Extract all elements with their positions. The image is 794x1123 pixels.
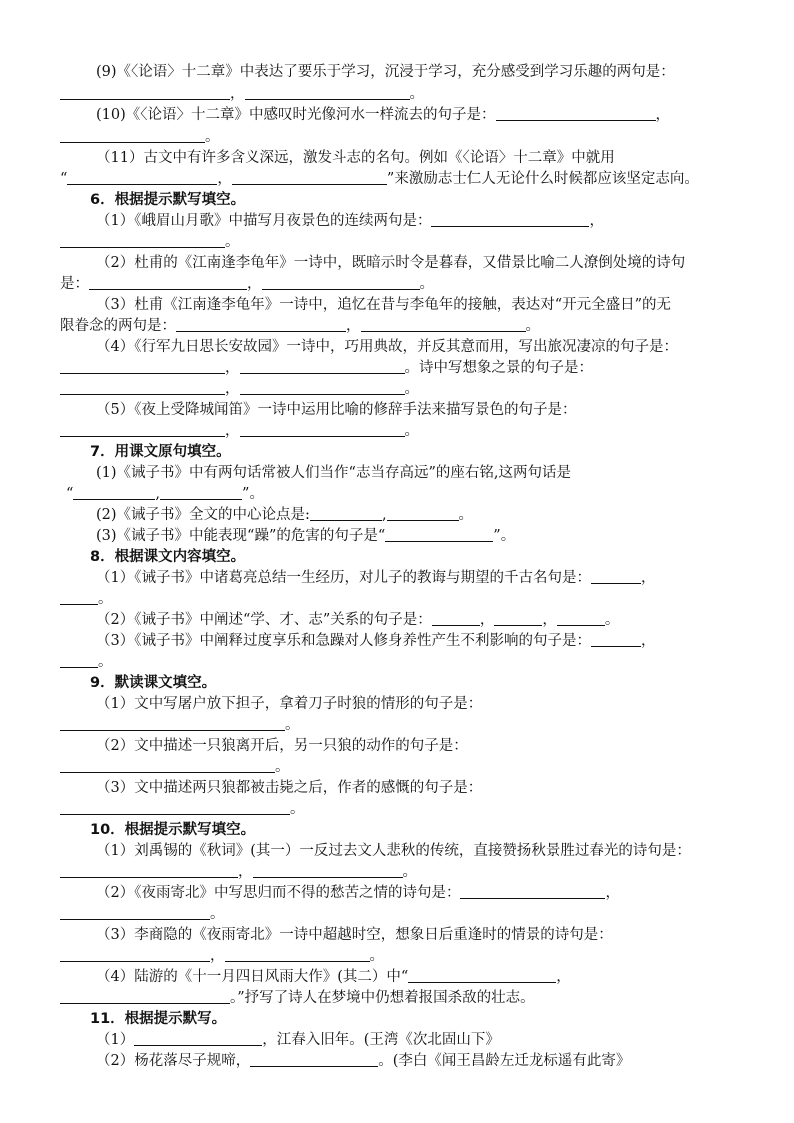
answer-blank[interactable]: [89, 275, 247, 290]
line-text: 11．根据提示默写。: [90, 1011, 227, 1027]
question-line: [60, 589, 113, 609]
line-text: （2）《夜雨寄北》中写思归而不得的愁苦之情的诗句是：: [96, 885, 461, 901]
answer-blank[interactable]: [240, 380, 405, 395]
line-text: (10)《〈论语〉十二章》中感叹时光像河水一样流去的句子是：: [96, 107, 496, 123]
line-text: ，: [346, 318, 361, 334]
section-heading: [90, 442, 231, 462]
answer-blank[interactable]: [60, 905, 210, 920]
answer-blank[interactable]: [60, 128, 205, 143]
question-line: [66, 484, 264, 504]
line-text: 。: [225, 234, 240, 250]
answer-blank[interactable]: [160, 485, 242, 500]
answer-blank[interactable]: [60, 947, 210, 962]
line-text: （11）古文中有许多含义深远，激发斗志的名句。例如《〈论语〉十二章》中就用: [96, 150, 615, 166]
question-line: [96, 400, 576, 420]
line-text: ，: [230, 86, 245, 102]
answer-blank[interactable]: [60, 233, 225, 248]
line-text: ”。: [493, 528, 516, 544]
answer-blank[interactable]: [176, 317, 346, 332]
line-text: 10．根据提示默写填空。: [90, 822, 256, 838]
line-text: ，江春入旧年。(王湾《次北固山下》: [262, 1032, 500, 1048]
answer-blank[interactable]: [225, 947, 370, 962]
question-line: [96, 694, 482, 714]
line-text: ,: [155, 486, 161, 502]
line-text: 。: [285, 717, 300, 733]
question-line: [60, 358, 593, 378]
line-text: ，: [605, 885, 620, 901]
line-text: ，: [225, 381, 240, 397]
line-text: ，: [217, 171, 232, 187]
line-text: ，: [655, 107, 671, 123]
question-line: [96, 148, 615, 168]
question-line: [96, 463, 571, 483]
section-heading: [90, 1009, 226, 1029]
line-text: （3）文中描述两只狼都被击毙之后，作者的感慨的句子是：: [96, 780, 483, 796]
question-line: [60, 715, 300, 735]
section-heading: [90, 190, 245, 210]
answer-blank[interactable]: [60, 422, 225, 437]
section-heading: [90, 547, 245, 567]
line-text: ”来激励志士仁人无论什么时候都应该坚定志向。: [386, 171, 699, 187]
answer-blank[interactable]: [310, 506, 382, 521]
question-line: [96, 568, 655, 588]
line-text: (1)《诫子书》中有两句话常被人们当作“志当存高远”的座右铭,这两句话是: [96, 465, 571, 481]
answer-blank[interactable]: [432, 611, 480, 626]
answer-blank[interactable]: [557, 611, 605, 626]
answer-blank[interactable]: [232, 170, 387, 185]
line-text: （3）杜甫《江南逢李龟年》一诗中，追忆在昔与李龟年的接触，表达对“开元全盛日”的无: [96, 297, 672, 313]
line-text: 9．默读课文填空。: [90, 675, 217, 691]
line-text: 。: [409, 86, 424, 102]
answer-blank[interactable]: [60, 800, 290, 815]
answer-blank[interactable]: [494, 611, 542, 626]
question-line: [60, 84, 424, 104]
line-text: 7．用课文原句填空。: [90, 444, 231, 460]
question-line: [96, 967, 571, 987]
question-line: [96, 610, 619, 630]
answer-blank[interactable]: [460, 884, 605, 899]
question-line: [96, 1051, 630, 1071]
line-text: 。: [402, 864, 417, 880]
question-line: [60, 757, 290, 777]
question-line: [60, 946, 384, 966]
answer-blank[interactable]: [431, 212, 589, 227]
line-text: （1）文中写屠户放下担子，拿着刀子时狼的情形的句子是：: [96, 696, 483, 712]
line-text: ,: [381, 507, 387, 523]
answer-blank[interactable]: [408, 968, 556, 983]
line-text: （2）文中描述一只狼离开后，另一只狼的动作的句子是：: [96, 738, 468, 754]
line-text: 。: [98, 591, 113, 607]
question-line: [96, 736, 468, 756]
line-text: 。: [275, 759, 290, 775]
line-text: “: [66, 486, 74, 502]
line-text: 。: [604, 612, 620, 628]
section-heading: [90, 820, 255, 840]
line-text: （3）李商隐的《夜雨寄北》一诗中超越时空，想象日后重逢时的情景的诗句是：: [96, 927, 613, 943]
answer-blank[interactable]: [134, 1031, 262, 1046]
question-line: [60, 799, 305, 819]
answer-blank[interactable]: [60, 653, 98, 668]
question-line: [96, 925, 613, 945]
answer-blank[interactable]: [60, 380, 225, 395]
question-line: [60, 232, 240, 252]
line-text: ，: [556, 969, 571, 985]
answer-blank[interactable]: [60, 716, 285, 731]
line-text: （4）陆游的《十一月四日风雨大作》(其二）中“: [96, 969, 409, 985]
question-line: [60, 652, 113, 672]
answer-blank[interactable]: [387, 506, 459, 521]
line-text: 6．根据提示默写填空。: [90, 192, 246, 208]
question-line: [60, 904, 225, 924]
answer-blank[interactable]: [245, 85, 410, 100]
question-line: [96, 841, 691, 861]
line-text: 。”抒写了诗人在梦境中仍想着报国杀敌的壮志。: [230, 990, 535, 1006]
answer-blank[interactable]: [250, 1052, 378, 1067]
question-line: [60, 862, 417, 882]
line-text: （2）杜甫的《江南逢李龟年》一诗中，既暗示时令是暮春，又借景比喻二人潦倒处境的诗句: [96, 255, 686, 271]
question-line: [96, 1030, 500, 1050]
answer-blank[interactable]: [496, 106, 656, 121]
line-text: （1）《峨眉山月歌》中描写月夜景色的连续两句是：: [96, 213, 432, 229]
line-text: 。: [98, 654, 113, 670]
answer-blank[interactable]: [60, 359, 225, 374]
line-text: （1）《诫子书》中诸葛亮总结一生经历，对儿子的教诲与期望的千古名句是：: [96, 570, 591, 586]
answer-blank[interactable]: [60, 863, 238, 878]
question-line: [96, 526, 515, 546]
line-text: 限眷念的两句是：: [60, 318, 176, 334]
line-text: 。: [404, 423, 419, 439]
line-text: （1）: [96, 1032, 135, 1048]
line-text: ，: [225, 360, 240, 376]
line-text: （4）《行军九日思长安故园》一诗中，巧用典故，并反其意而用，写出旅况凄凉的句子是：: [96, 339, 678, 355]
line-text: ，: [225, 423, 240, 439]
question-line: [60, 274, 434, 294]
question-line: [96, 337, 678, 357]
line-text: ，: [247, 276, 262, 292]
line-text: 。: [210, 906, 225, 922]
question-line: [60, 379, 419, 399]
question-line: [96, 105, 670, 125]
answer-blank[interactable]: [361, 317, 526, 332]
question-line: [96, 631, 655, 651]
answer-blank[interactable]: [591, 569, 641, 584]
line-text: （5）《夜上受降城闻笛》一诗中运用比喻的修辞手法来描写景色的句子是：: [96, 402, 577, 418]
line-text: ，: [479, 612, 495, 628]
answer-blank[interactable]: [60, 758, 275, 773]
line-text: ，: [589, 213, 604, 229]
question-line: [96, 62, 675, 82]
line-text: （2）《诫子书》中阐述“学、才、志”关系的句子是：: [96, 612, 432, 628]
line-text: ，: [640, 633, 656, 649]
question-line: [60, 316, 540, 336]
question-line: [60, 169, 699, 189]
line-text: 。: [525, 318, 540, 334]
answer-blank[interactable]: [385, 527, 493, 542]
question-line: [96, 778, 482, 798]
line-text: ，: [542, 612, 557, 628]
answer-blank[interactable]: [253, 863, 403, 878]
line-text: ，: [210, 948, 225, 964]
answer-blank[interactable]: [591, 632, 641, 647]
answer-blank[interactable]: [60, 590, 98, 605]
line-text: （1）刘禹锡的《秋词》(其一）一反过去文人悲秋的传统，直接赞扬秋景胜过春光的诗句是：: [96, 843, 691, 859]
line-text: （3）《诫子书》中阐释过度享乐和急躁对人修身养性产生不利影响的句子是：: [96, 633, 591, 649]
question-line: [96, 253, 685, 273]
line-text: 。: [205, 129, 220, 145]
question-line: [96, 211, 604, 231]
line-text: ”。: [242, 486, 264, 502]
line-text: (2)《诫子书》全文的中心论点是:: [96, 507, 310, 523]
line-text: 是：: [60, 276, 89, 292]
line-text: 8．根据课文内容填空。: [90, 549, 246, 565]
answer-blank[interactable]: [60, 85, 230, 100]
line-text: 。诗中写想象之景的句子是：: [404, 360, 593, 376]
line-text: 。: [458, 507, 474, 523]
answer-blank[interactable]: [240, 359, 405, 374]
section-heading: [90, 673, 216, 693]
answer-blank[interactable]: [67, 170, 217, 185]
question-line: [96, 295, 671, 315]
question-line: [96, 883, 620, 903]
line-text: (3)《诫子书》中能表现“躁”的危害的句子是“: [96, 528, 386, 544]
line-text: ，: [640, 570, 656, 586]
line-text: 。(李白《闻王昌龄左迁龙标遥有此寄》: [378, 1053, 631, 1069]
line-text: ，: [238, 864, 253, 880]
line-text: 。: [404, 381, 419, 397]
answer-blank[interactable]: [240, 422, 405, 437]
line-text: (9)《〈论语〉十二章》中表达了要乐于学习，沉浸于学习，充分感受到学习乐趣的两句是：: [96, 64, 675, 80]
line-text: （2）杨花落尽子规啼，: [96, 1053, 251, 1069]
line-text: “: [60, 171, 68, 187]
line-text: 。: [369, 948, 384, 964]
line-text: 。: [290, 801, 305, 817]
question-line: [60, 421, 419, 441]
answer-blank[interactable]: [262, 275, 420, 290]
question-line: [60, 127, 220, 147]
answer-blank[interactable]: [73, 485, 155, 500]
question-line: [60, 988, 535, 1008]
question-line: [96, 505, 473, 525]
line-text: 。: [419, 276, 434, 292]
answer-blank[interactable]: [60, 989, 230, 1004]
